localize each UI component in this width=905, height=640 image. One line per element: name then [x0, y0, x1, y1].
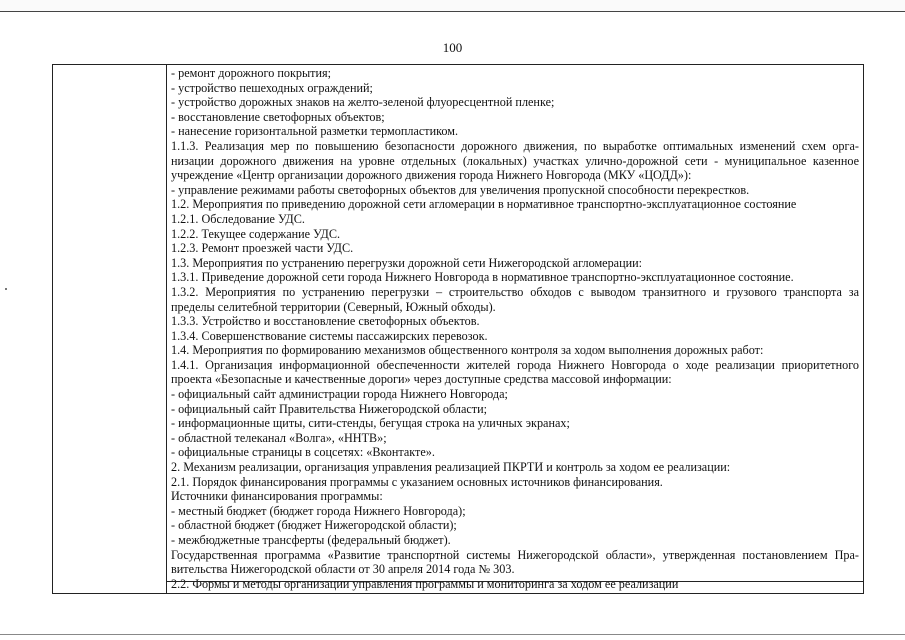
text-line: - восстановление светофорных объектов; [171, 109, 385, 124]
text-line: учреждение «Центр организации дорожного движения города Нижнего Новгорода (МКУ «ЦОДД»): [171, 168, 692, 183]
text-line: 1.2.3. Ремонт проезжей части УДС. [171, 241, 354, 256]
text-line: - официальный сайт администрации города Нижнего Новгорода; [171, 387, 508, 402]
text-line: - официальный сайт Правительства Нижегородской области; [171, 401, 488, 416]
text-line: вительства Нижегородской области от 30 апреля 2014 года № 303. [171, 562, 515, 577]
text-line: - областной телеканал «Волга», «ННТВ»; [171, 430, 387, 445]
table-left-column [53, 65, 167, 593]
text-line: 1.3.4. Совершенствование системы пассажирских перевозок. [171, 328, 488, 343]
text-line: - официальные страницы в соцсетях: «Вконтакте». [171, 445, 435, 460]
text-line: 1.2.1. Обследование УДС. [171, 211, 305, 226]
text-line: пределы селитебной территории (Северный, Южный обходы). [171, 299, 496, 314]
text-line: низации дорожного движения на уровне отдельных (локальных) участках улично-дорожной сети - муниципальное казенное [171, 153, 859, 168]
page-number: 100 [442, 40, 463, 55]
text-line: Государственная программа «Развитие транспортной системы Нижегородской области», утвержденная постановлением Пра- [171, 547, 859, 562]
text-line: - местный бюджет (бюджет города Нижнего Новгорода); [171, 503, 466, 518]
text-line: - информационные щиты, сити-стенды, бегущая строка на уличных экранах; [171, 416, 570, 431]
scan-top-border [0, 0, 905, 12]
text-line: 1.3.2. Мероприятия по устранению перегрузки – строительство обходов с выводом транзитного и грузового транспорта за [171, 284, 859, 299]
text-line: - устройство дорожных знаков на желто-зеленой флуоресцентной пленке; [171, 95, 555, 110]
text-line: - управление режимами работы светофорных объектов для увеличения пропускной способности перекрестков. [171, 182, 750, 197]
table-content-column [167, 65, 863, 593]
text-line: - нанесение горизонтальной разметки термопластиком. [171, 124, 459, 139]
text-line: Источники финансирования программы: [171, 489, 383, 504]
text-line: 1.2.2. Текущее содержание УДС. [171, 226, 341, 241]
text-line: - межбюджетные трансферты (федеральный бюджет). [171, 533, 451, 547]
text-line: 1.4. Мероприятия по формированию механизмов общественного контроля за ходом выполнения дорожных работ: [171, 343, 764, 358]
text-line: проекта «Безопасные и качественные дороги» через доступные средства массовой информации: [171, 372, 672, 387]
text-line: 1.1.3. Реализация мер по повышению безопасности дорожного движения, по выработке оптимальных изменений схем орга- [171, 138, 859, 153]
text-line: 1.3. Мероприятия по устранению перегрузки дорожной сети Нижегородской агломерации: [171, 255, 643, 270]
text-line: 2. Механизм реализации, организация управления реализацией ПКРТИ и контроль за ходом ее реализации: [171, 460, 731, 475]
text-line: - ремонт дорожного покрытия; [171, 66, 332, 80]
text-line: 1.4.1. Организация информационной обеспеченности жителей города Нижнего Новгорода о ходе реализации приоритетного [171, 357, 859, 372]
text-line: 1.3.3. Устройство и восстановление светофорных объектов. [171, 314, 480, 329]
text-line: 1.3.1. Приведение дорожной сети города Нижнего Новгорода в нормативное транспортно-эксплуатационное состояние. [171, 270, 794, 285]
text-line: - устройство пешеходных ограждений; [171, 80, 373, 95]
text-line: 2.1. Порядок финансирования программы с указанием основных источников финансирования. [171, 474, 663, 489]
scan-speck [5, 288, 7, 290]
text-line: 1.2. Мероприятия по приведению дорожной сети агломерации в нормативное транспортно-эксплуатационное состояние [171, 197, 797, 212]
document-table [52, 64, 864, 594]
text-line: - областной бюджет (бюджет Нижегородской области); [171, 518, 457, 533]
text-line: 2.2. Формы и методы организации управления программы и мониторинга за ходом ее реализации [171, 576, 679, 591]
scan-bottom-border [0, 634, 905, 635]
row-separator [167, 581, 863, 582]
